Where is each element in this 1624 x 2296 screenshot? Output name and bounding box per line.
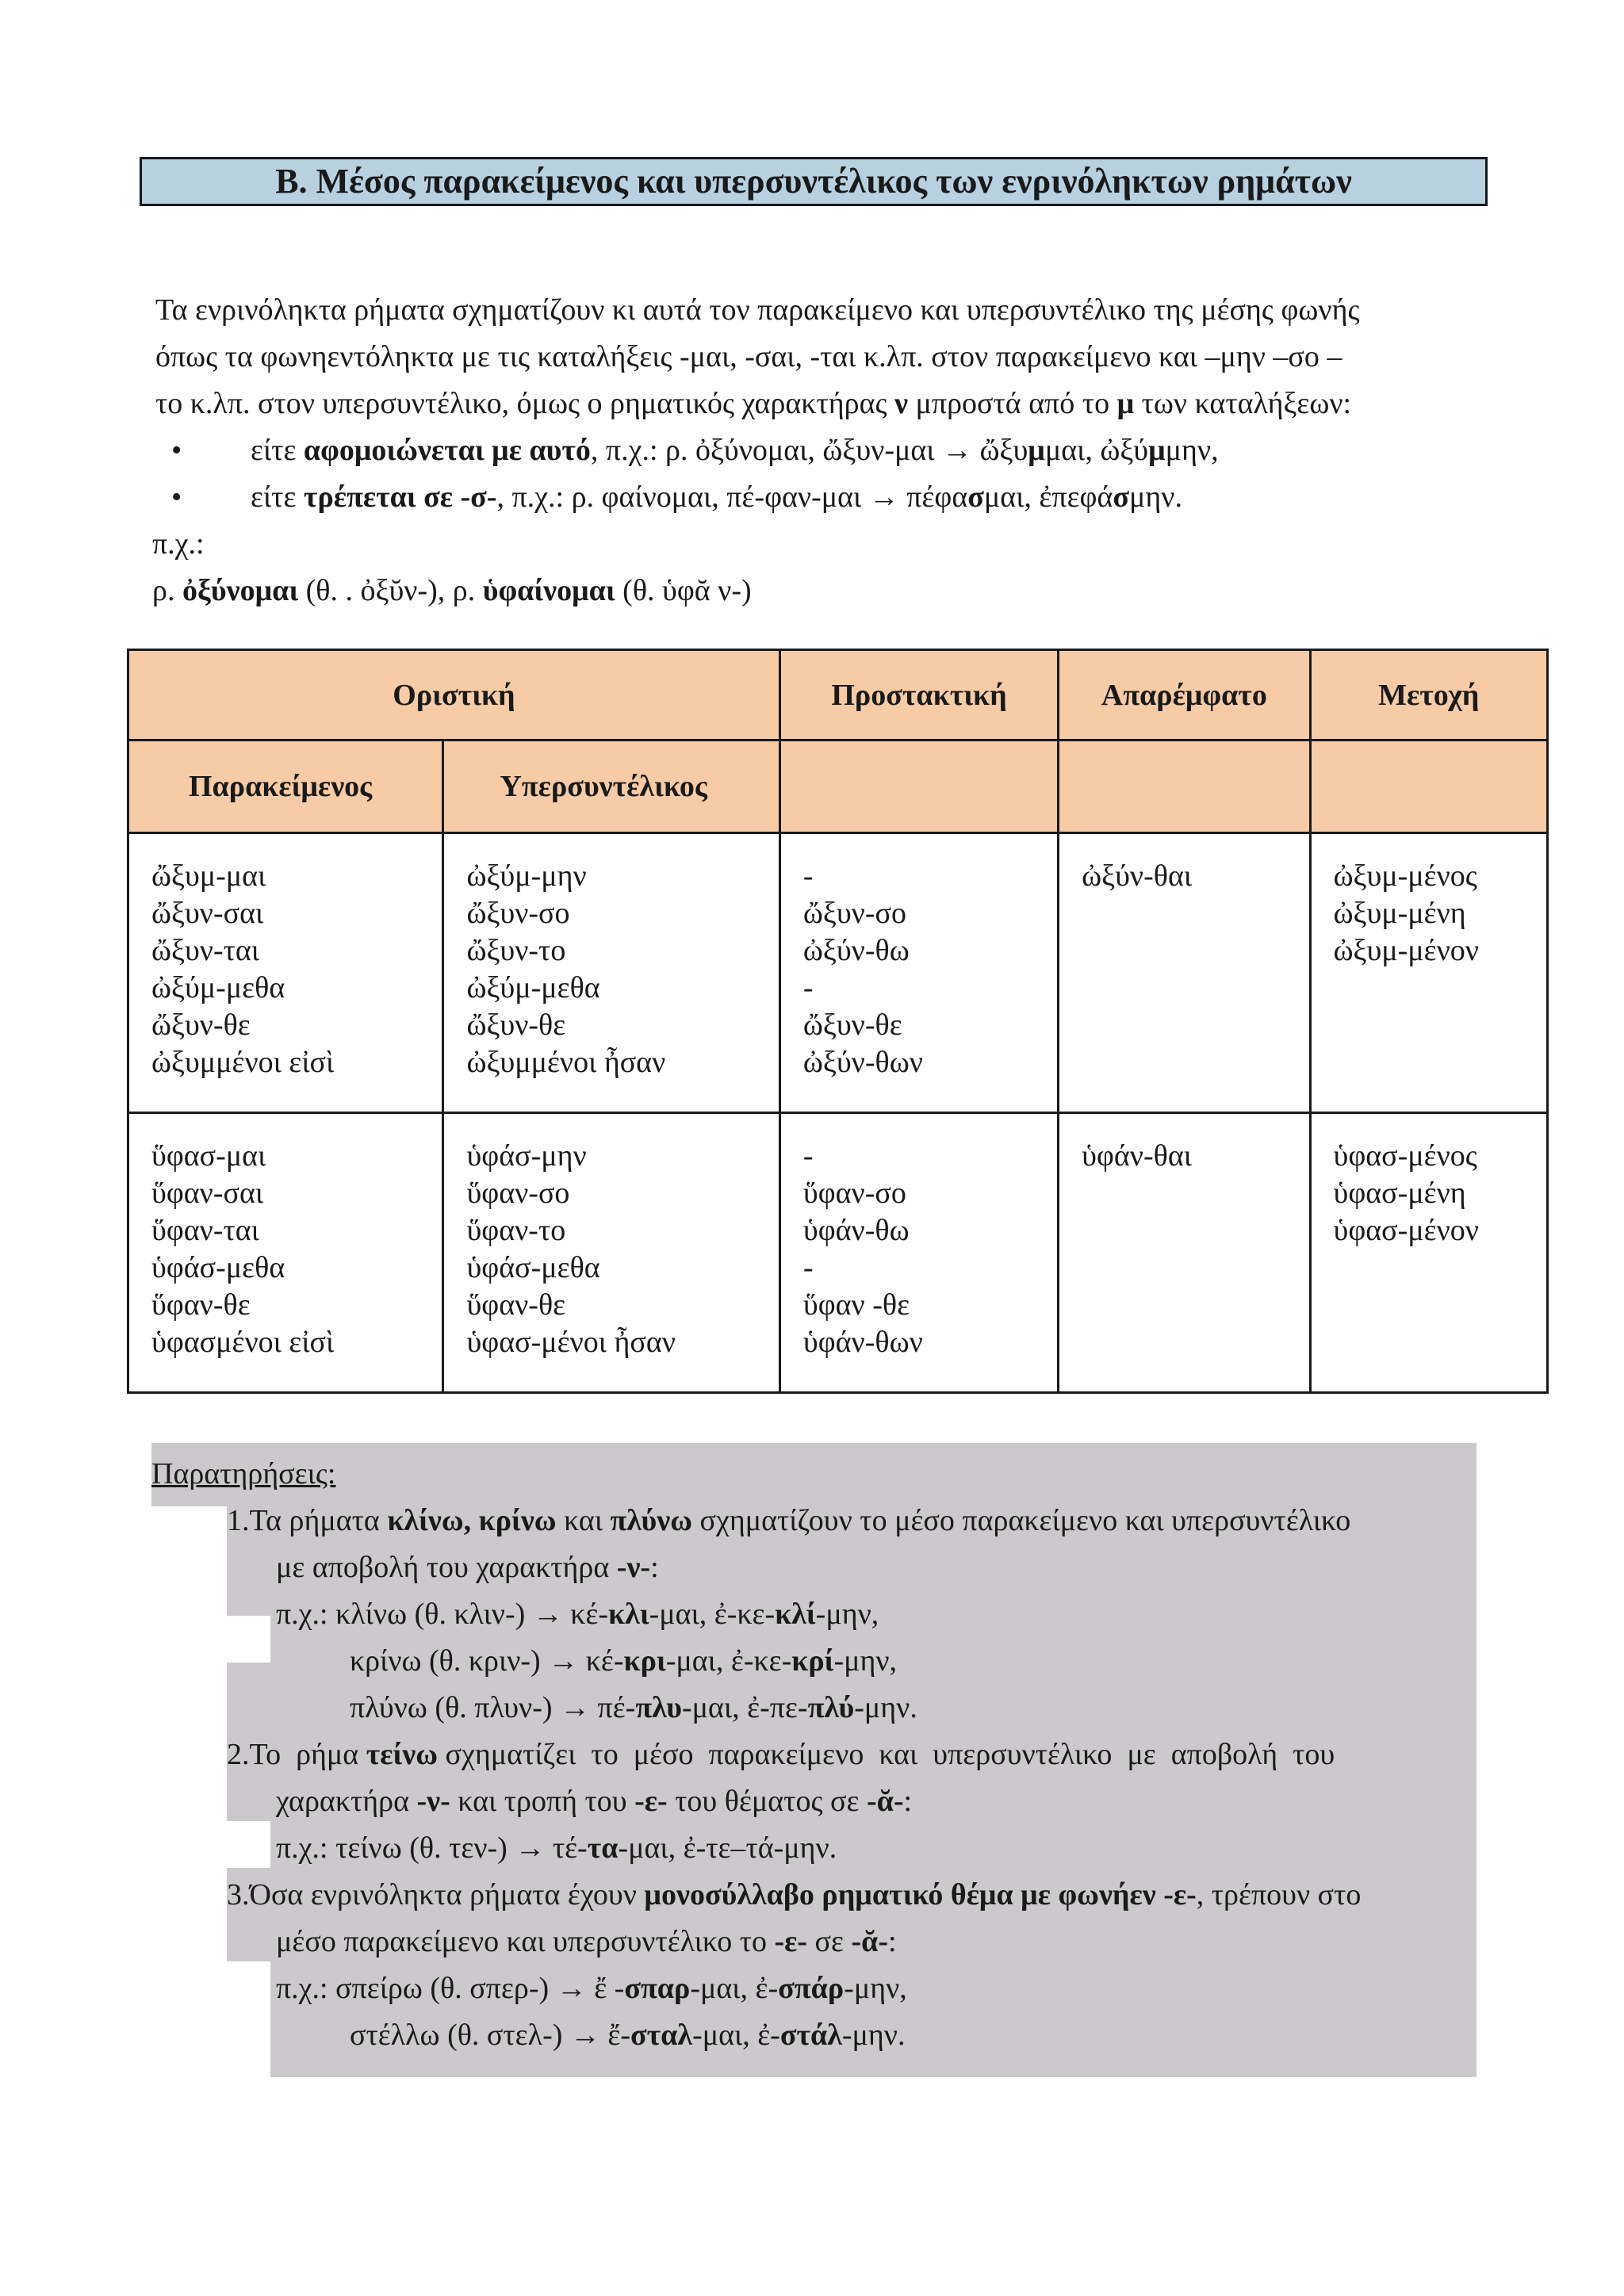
cell-prostaktiki: - ὤξυν-σο ὠξύν-θω - ὤξυν-θε ὠξύν-θων — [779, 833, 1058, 1113]
header-empty — [1059, 740, 1310, 833]
bullet-item: • είτε αφομοιώνεται με αυτό, π.χ.: ρ. ὀξύνομαι, ὤξυν-μαι → ὤξυμμαι, ὠξύμμην, — [155, 427, 1488, 474]
bullet-item: • είτε τρέπεται σε -σ-, π.χ.: ρ. φαίνομαι, πέ-φαν-μαι → πέφασμαι, ἐπεφάσμην. — [155, 474, 1488, 521]
header-empty — [1310, 740, 1548, 833]
subheader-row — [128, 740, 1548, 833]
conjugation-table — [127, 649, 1549, 1394]
cell-parakeimenos: ὤξυμ-μαι ὤξυν-σαι ὤξυν-ται ὠξύμ-μεθα ὤξυν-θε ὠξυμμένοι εἰσὶ — [128, 833, 443, 1113]
note-2-line: 2.Το ρήμα τείνω σχηματίζει το μέσο παρακείμενο και υπερσυντέλικο με αποβολή του — [227, 1738, 1335, 1771]
notes-margin — [227, 1821, 270, 1868]
table-row — [128, 833, 1548, 1113]
note-1-line: με αποβολή του χαρακτήρα -ν-: — [276, 1551, 659, 1584]
cell-ypersyntelikos: ὑφάσ-μην ὕφαν-σο ὕφαν-το ὑφάσ-μεθα ὕφαν-θε ὑφασ-μένοι ἦσαν — [443, 1113, 779, 1393]
note-3-example: στέλλω (θ. στελ-) → ἔ-σταλ-μαι, ἐ-στάλ-μην. — [350, 2019, 906, 2052]
section-title: Β. Μέσος παρακείμενος και υπερσυντέλικος των ενρινόληκτων ρημάτων — [140, 157, 1488, 206]
header-ypersyntelikos: Υπερσυντέλικος — [443, 740, 779, 833]
note-3-line: 3.Όσα ενρινόληκτα ρήματα έχουν μονοσύλλαβο ρηματικό θέμα με φωνήεν -ε-, τρέπουν στο — [227, 1878, 1362, 1911]
cell-aparemfato: ὠξύν-θαι — [1059, 833, 1310, 1113]
note-2-example: π.χ.: τείνω (θ. τεν-) → τέ-τα-μαι, ἐ-τε–τά-μην. — [276, 1831, 837, 1865]
notes-margin — [151, 1506, 227, 2077]
bullet-icon: • — [171, 480, 182, 514]
notes-box — [151, 1443, 1477, 2077]
intro-line: όπως τα φωνηεντόληκτα με τις καταλήξεις -μαι, -σαι, -ται κ.λπ. στον παρακείμενο και –μην –σο – — [155, 340, 1342, 373]
notes-margin — [227, 1961, 270, 2077]
intro-text — [152, 287, 1488, 614]
bullet-icon: • — [171, 434, 182, 467]
cell-metochi: ὑφασ-μένος ὑφασ-μένη ὑφασ-μένον — [1310, 1113, 1548, 1393]
notes-margin — [227, 1616, 270, 1663]
header-oristiki: Οριστική — [128, 650, 780, 740]
note-1-example: κρίνω (θ. κριν-) → κέ-κρι-μαι, ἐ-κε-κρί-μην, — [350, 1644, 898, 1678]
header-prostaktiki: Προστακτική — [779, 650, 1058, 740]
note-3-example: π.χ.: σπείρω (θ. σπερ-) → ἔ -σπαρ-μαι, ἐ-σπάρ-μην, — [276, 1972, 907, 2005]
intro-line: το κ.λπ. στον υπερσυντέλικο, όμως ο ρηματικός χαρακτήρας ν μπροστά από το μ των καταλήξεων: — [155, 387, 1352, 420]
header-parakeimenos: Παρακείμενος — [128, 740, 443, 833]
header-metochi: Μετοχή — [1310, 650, 1548, 740]
note-2-line: χαρακτήρα -ν- και τροπή του -ε- του θέματος σε -ᾰ-: — [276, 1785, 913, 1818]
note-1-example: πλύνω (θ. πλυν-) → πέ-πλυ-μαι, ἐ-πε-πλύ-μην. — [350, 1691, 917, 1724]
example-label: π.χ.: — [152, 527, 205, 561]
cell-parakeimenos: ὕφασ-μαι ὕφαν-σαι ὕφαν-ται ὑφάσ-μεθα ὕφαν-θε ὑφασμένοι εἰσὶ — [128, 1113, 443, 1393]
header-aparemfato: Απαρέμφατο — [1059, 650, 1310, 740]
note-1-example: π.χ.: κλίνω (θ. κλιν-) → κέ-κλι-μαι, ἐ-κε-κλί-μην, — [276, 1598, 879, 1631]
note-3-line: μέσο παρακείμενο και υπερσυντέλικο το -ε- σε -ᾰ-: — [276, 1925, 897, 1958]
note-1-line: 1.Τα ρήματα κλίνω, κρίνω και πλύνω σχηματίζουν το μέσο παρακείμενο και υπερσυντέλικο — [227, 1504, 1351, 1537]
example-verbs: ρ. ὀξύνομαι (θ. . ὀξῠν-), ρ. ὑφαίνομαι (θ. ὑφᾰ ν-) — [152, 574, 752, 607]
cell-metochi: ὠξυμ-μένος ὠξυμ-μένη ὠξυμ-μένον — [1310, 833, 1548, 1113]
cell-ypersyntelikos: ὠξύμ-μην ὤξυν-σο ὤξυν-το ὠξύμ-μεθα ὤξυν-θε ὠξυμμένοι ἦσαν — [443, 833, 779, 1113]
notes-heading: Παρατηρήσεις: — [151, 1457, 336, 1490]
cell-prostaktiki: - ὕφαν-σο ὑφάν-θω - ὕφαν -θε ὑφάν-θων — [779, 1113, 1058, 1393]
cell-aparemfato: ὑφάν-θαι — [1059, 1113, 1310, 1393]
header-row — [128, 650, 1548, 740]
header-empty — [779, 740, 1058, 833]
table-row — [128, 1113, 1548, 1393]
intro-line: Τα ενρινόληκτα ρήματα σχηματίζουν κι αυτά τον παρακείμενο και υπερσυντέλικο της μέσης φωνής — [155, 293, 1360, 327]
